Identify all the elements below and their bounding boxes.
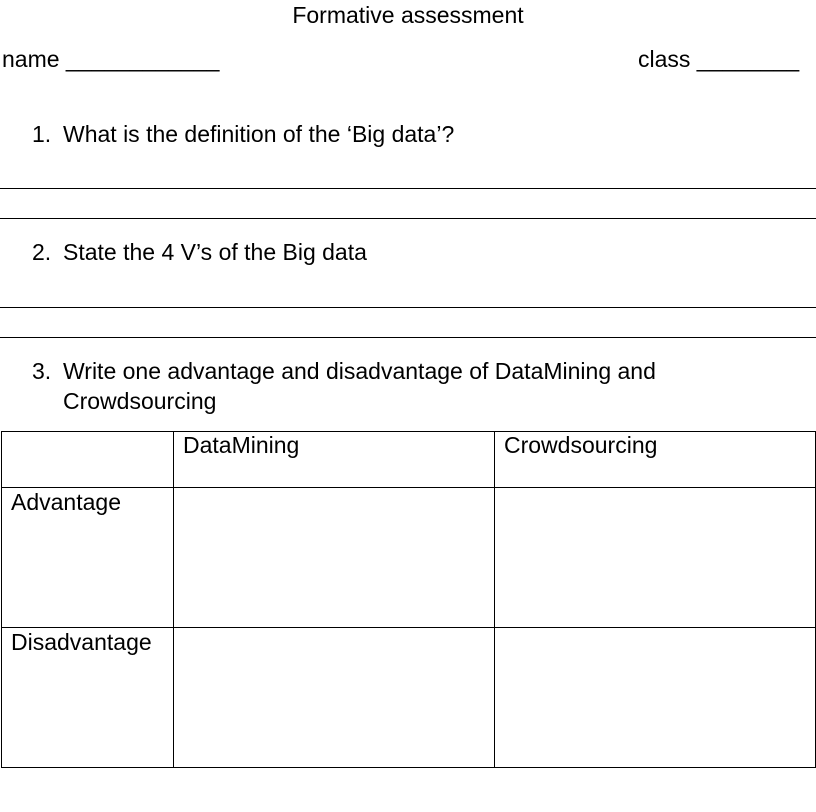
column-header-datamining: DataMining [174, 432, 495, 488]
table-row [2, 488, 816, 628]
question-text: State the 4 V’s of the Big data [63, 239, 367, 265]
answer-line[interactable] [0, 337, 816, 338]
question-text: Write one advantage and disadvantage of DataMining and Crowdsourcing [63, 358, 656, 414]
answer-cell-datamining-disadvantage[interactable] [174, 628, 495, 768]
page-title: Formative assessment [292, 2, 524, 28]
answer-table [1, 431, 816, 768]
row-label-advantage: Advantage [2, 488, 174, 628]
table-row [2, 628, 816, 768]
question-number: 1. [32, 121, 52, 147]
answer-line[interactable] [0, 188, 816, 189]
name-field[interactable]: name ____________ [2, 46, 220, 72]
answer-line[interactable] [0, 307, 816, 308]
question-number: 2. [32, 239, 52, 265]
answer-cell-datamining-advantage[interactable] [174, 488, 495, 628]
question-number: 3. [32, 358, 52, 384]
class-field[interactable]: class ________ [638, 46, 800, 72]
answer-cell-crowdsourcing-advantage[interactable] [495, 488, 816, 628]
column-header-crowdsourcing: Crowdsourcing [495, 432, 816, 488]
table-corner-cell [2, 432, 174, 488]
row-label-disadvantage: Disadvantage [2, 628, 174, 768]
question-text: What is the definition of the ‘Big data’? [63, 121, 455, 147]
answer-cell-crowdsourcing-disadvantage[interactable] [495, 628, 816, 768]
answer-line[interactable] [0, 218, 816, 219]
table-header-row [2, 432, 816, 488]
